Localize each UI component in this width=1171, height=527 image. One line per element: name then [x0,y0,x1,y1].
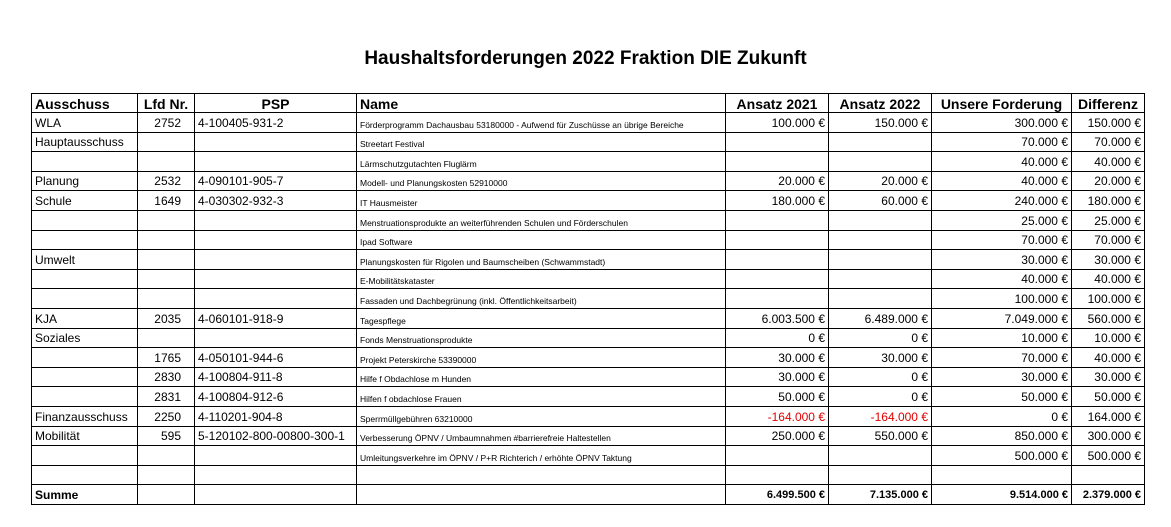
cell-ausschuss [32,210,138,230]
cell-ausschuss: WLA [32,113,138,133]
cell-ausschuss [32,289,138,309]
summe-ansatz-2022: 7.135.000 € [829,485,932,505]
cell-name: Projekt Peterskirche 53390000 [357,348,726,368]
cell-lfd-nr: 2250 [138,406,195,426]
table-row [32,152,1145,172]
cell-ansatz-2021 [726,230,829,250]
cell-lfd-nr [138,289,195,309]
cell-forderung: 500.000 € [932,446,1072,466]
header-differenz: Differenz [1072,94,1145,113]
cell-differenz: 30.000 € [1072,367,1145,387]
cell-ausschuss: Schule [32,191,138,211]
cell-lfd-nr: 1649 [138,191,195,211]
table-row [32,250,1145,270]
cell-name: Tagespflege [357,308,726,328]
cell-name: Fassaden und Dachbegrünung (inkl. Öffentlichkeitsarbeit) [357,289,726,309]
cell-differenz: 560.000 € [1072,308,1145,328]
cell-lfd-nr: 2532 [138,171,195,191]
cell-psp [195,132,357,152]
cell-differenz: 20.000 € [1072,171,1145,191]
cell-ansatz-2022: -164.000 € [829,406,932,426]
cell-ausschuss: Soziales [32,328,138,348]
cell-name: Verbesserung ÖPNV / Umbaumnahmen #barrierefreie Haltestellen [357,426,726,446]
cell-lfd-nr [138,465,195,485]
cell-ansatz-2022 [829,132,932,152]
cell-ansatz-2021 [726,269,829,289]
cell-ausschuss: Finanzausschuss [32,406,138,426]
table-row [32,269,1145,289]
cell-forderung: 30.000 € [932,367,1072,387]
cell-forderung: 50.000 € [932,387,1072,407]
cell-ansatz-2021 [726,465,829,485]
cell-ansatz-2021 [726,289,829,309]
cell-differenz [1072,465,1145,485]
summe-empty [138,485,195,505]
cell-ansatz-2021: 30.000 € [726,367,829,387]
cell-ansatz-2022 [829,230,932,250]
cell-ansatz-2021 [726,250,829,270]
cell-psp: 4-060101-918-9 [195,308,357,328]
budget-table [31,93,1145,505]
cell-differenz: 40.000 € [1072,152,1145,172]
cell-lfd-nr: 595 [138,426,195,446]
cell-ausschuss: KJA [32,308,138,328]
cell-differenz: 25.000 € [1072,210,1145,230]
cell-name: Fonds Menstruationsprodukte [357,328,726,348]
cell-differenz: 30.000 € [1072,250,1145,270]
cell-psp [195,289,357,309]
cell-ausschuss: Umwelt [32,250,138,270]
cell-name: IT Hausmeister [357,191,726,211]
cell-psp [195,446,357,466]
cell-ansatz-2022 [829,269,932,289]
cell-forderung: 100.000 € [932,289,1072,309]
cell-lfd-nr: 2830 [138,367,195,387]
table-row [32,446,1145,466]
cell-psp: 4-110201-904-8 [195,406,357,426]
cell-name: Umleitungsverkehre im ÖPNV / P+R Richterich / erhöhte ÖPNV Taktung [357,446,726,466]
cell-ansatz-2022 [829,250,932,270]
table-row [32,367,1145,387]
cell-psp: 4-100405-931-2 [195,113,357,133]
summe-empty [357,485,726,505]
cell-name: Förderprogramm Dachausbau 53180000 - Aufwend für Zuschüsse an übrige Bereiche [357,113,726,133]
cell-ausschuss [32,367,138,387]
header-ausschuss: Ausschuss [32,94,138,113]
cell-lfd-nr [138,132,195,152]
cell-ansatz-2022 [829,289,932,309]
summe-differenz: 2.379.000 € [1072,485,1145,505]
cell-ausschuss [32,387,138,407]
header-ansatz-2021: Ansatz 2021 [726,94,829,113]
cell-forderung: 25.000 € [932,210,1072,230]
table-row [32,113,1145,133]
cell-forderung: 70.000 € [932,348,1072,368]
cell-psp: 5-120102-800-00800-300-1 [195,426,357,446]
cell-ausschuss [32,348,138,368]
cell-ansatz-2021: 180.000 € [726,191,829,211]
table-row [32,348,1145,368]
cell-psp: 4-100804-911-8 [195,367,357,387]
cell-ansatz-2021: 20.000 € [726,171,829,191]
cell-psp: 4-090101-905-7 [195,171,357,191]
cell-name: Hilfe f Obdachlose m Hunden [357,367,726,387]
header-name: Name [357,94,726,113]
cell-ansatz-2022: 60.000 € [829,191,932,211]
cell-lfd-nr: 2035 [138,308,195,328]
cell-differenz: 50.000 € [1072,387,1145,407]
cell-ansatz-2021: 0 € [726,328,829,348]
cell-differenz: 40.000 € [1072,269,1145,289]
cell-lfd-nr [138,328,195,348]
cell-lfd-nr [138,269,195,289]
cell-ausschuss [32,269,138,289]
cell-ansatz-2021: 100.000 € [726,113,829,133]
cell-ausschuss [32,465,138,485]
table-row [32,210,1145,230]
cell-psp [195,210,357,230]
table-row [32,230,1145,250]
cell-ansatz-2021: 250.000 € [726,426,829,446]
cell-differenz: 500.000 € [1072,446,1145,466]
cell-ausschuss: Mobilität [32,426,138,446]
table-row [32,328,1145,348]
cell-name: Streetart Festival [357,132,726,152]
summe-ansatz-2021: 6.499.500 € [726,485,829,505]
cell-name: Hilfen f obdachlose Frauen [357,387,726,407]
cell-forderung: 30.000 € [932,250,1072,270]
cell-forderung: 0 € [932,406,1072,426]
cell-ansatz-2022 [829,446,932,466]
cell-lfd-nr [138,250,195,270]
cell-ansatz-2022: 0 € [829,328,932,348]
cell-ansatz-2022: 0 € [829,367,932,387]
cell-ansatz-2022 [829,465,932,485]
summe-forderung: 9.514.000 € [932,485,1072,505]
cell-ansatz-2022: 550.000 € [829,426,932,446]
cell-ansatz-2022 [829,152,932,172]
page-title: Haushaltsforderungen 2022 Fraktion DIE Zukunft [364,48,807,69]
header-forderung: Unsere Forderung [932,94,1072,113]
cell-lfd-nr: 2752 [138,113,195,133]
cell-forderung: 10.000 € [932,328,1072,348]
cell-ausschuss: Hauptausschuss [32,132,138,152]
cell-forderung [932,465,1072,485]
table-row [32,465,1145,485]
cell-differenz: 10.000 € [1072,328,1145,348]
cell-ansatz-2021: 6.003.500 € [726,308,829,328]
cell-name: E-Mobilitätskataster [357,269,726,289]
cell-differenz: 150.000 € [1072,113,1145,133]
cell-lfd-nr: 2831 [138,387,195,407]
cell-differenz: 70.000 € [1072,230,1145,250]
cell-forderung: 240.000 € [932,191,1072,211]
header-lfd: Lfd Nr. [138,94,195,113]
cell-differenz: 164.000 € [1072,406,1145,426]
cell-ansatz-2022: 0 € [829,387,932,407]
cell-lfd-nr: 1765 [138,348,195,368]
cell-lfd-nr [138,152,195,172]
cell-ausschuss [32,446,138,466]
table-row [32,387,1145,407]
cell-lfd-nr [138,210,195,230]
summe-label: Summe [32,485,138,505]
cell-forderung: 300.000 € [932,113,1072,133]
cell-ansatz-2022 [829,210,932,230]
cell-name: Sperrmüllgebühren 63210000 [357,406,726,426]
header-ansatz-2022: Ansatz 2022 [829,94,932,113]
cell-lfd-nr [138,446,195,466]
table-row [32,191,1145,211]
table-row [32,289,1145,309]
cell-ansatz-2021: -164.000 € [726,406,829,426]
cell-forderung: 7.049.000 € [932,308,1072,328]
cell-psp [195,328,357,348]
cell-name: Ipad Software [357,230,726,250]
cell-name: Lärmschutzgutachten Fluglärm [357,152,726,172]
cell-lfd-nr [138,230,195,250]
header-row [32,94,1145,113]
cell-name [357,465,726,485]
cell-psp [195,269,357,289]
cell-differenz: 300.000 € [1072,426,1145,446]
cell-ansatz-2022: 30.000 € [829,348,932,368]
table-body [32,113,1145,505]
cell-psp [195,465,357,485]
table-row [32,406,1145,426]
cell-ansatz-2021 [726,210,829,230]
cell-differenz: 40.000 € [1072,348,1145,368]
cell-forderung: 850.000 € [932,426,1072,446]
cell-psp: 4-050101-944-6 [195,348,357,368]
cell-psp [195,152,357,172]
cell-ansatz-2022: 6.489.000 € [829,308,932,328]
cell-ansatz-2022: 150.000 € [829,113,932,133]
cell-psp [195,250,357,270]
table-row [32,132,1145,152]
cell-ansatz-2022: 20.000 € [829,171,932,191]
cell-psp: 4-030302-932-3 [195,191,357,211]
cell-forderung: 70.000 € [932,230,1072,250]
table-row [32,426,1145,446]
cell-ausschuss: Planung [32,171,138,191]
cell-name: Planungskosten für Rigolen und Baumscheiben (Schwammstadt) [357,250,726,270]
header-psp: PSP [195,94,357,113]
table-row [32,171,1145,191]
cell-differenz: 180.000 € [1072,191,1145,211]
cell-forderung: 40.000 € [932,269,1072,289]
cell-forderung: 40.000 € [932,152,1072,172]
cell-forderung: 40.000 € [932,171,1072,191]
cell-ausschuss [32,152,138,172]
cell-ansatz-2021 [726,152,829,172]
cell-ansatz-2021: 50.000 € [726,387,829,407]
summe-row [32,485,1145,505]
table-row [32,308,1145,328]
cell-forderung: 70.000 € [932,132,1072,152]
cell-name: Modell- und Planungskosten 52910000 [357,171,726,191]
cell-ansatz-2021: 30.000 € [726,348,829,368]
cell-ansatz-2021 [726,132,829,152]
cell-differenz: 70.000 € [1072,132,1145,152]
cell-ansatz-2021 [726,446,829,466]
cell-psp [195,230,357,250]
cell-differenz: 100.000 € [1072,289,1145,309]
cell-ausschuss [32,230,138,250]
cell-psp: 4-100804-912-6 [195,387,357,407]
cell-name: Menstruationsprodukte an weiterführenden Schulen und Förderschulen [357,210,726,230]
summe-empty [195,485,357,505]
